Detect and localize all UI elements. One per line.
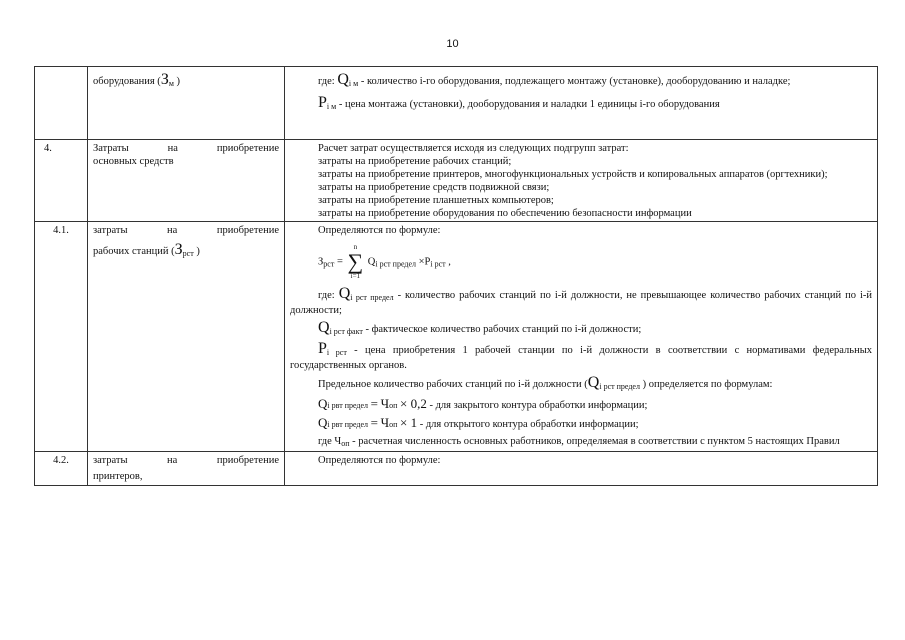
symbol-sub: оп — [389, 401, 398, 410]
name-line: Затраты на приобретение — [93, 143, 279, 154]
table-row — [35, 67, 878, 140]
definition-text: - количество рабочих станций по i-й должности, не превышающее количество рабочих станций по i-й должности; — [290, 290, 873, 316]
table-row — [35, 452, 878, 486]
symbol-sub: i м — [326, 102, 337, 111]
sum-lower-limit: i=1 — [350, 272, 361, 280]
formula-tail: , — [448, 256, 451, 268]
where-label: где: — [318, 76, 335, 87]
paragraph: Определяются по формуле: — [318, 455, 441, 466]
definition-text: - цена монтажа (установки), дооборудования и наладки 1 единицы i-го оборудования — [338, 99, 720, 110]
symbol: З — [160, 71, 169, 88]
symbol: Q — [337, 71, 349, 88]
multiply-sign: × — [418, 256, 425, 268]
symbol-sub: оп — [341, 439, 350, 448]
sum-sign: n ∑ i=1 — [347, 243, 364, 280]
symbol-sub: i рст предел — [350, 293, 394, 302]
symbol-sub: i рвт предел — [327, 420, 369, 429]
name-close: ) — [196, 246, 200, 257]
row-name-cell — [88, 452, 285, 486]
definition-text: - фактическое количество рабочих станций по i-й должности; — [365, 324, 642, 335]
symbol-sub: i рст предел — [375, 259, 416, 269]
symbol-sub: оп — [389, 420, 398, 429]
row-number: 4.2. — [53, 455, 69, 466]
paragraph: Расчет затрат осуществляется исходя из следующих подгрупп затрат: — [318, 143, 629, 154]
equals-sign: = — [336, 256, 343, 268]
name-text: оборудования ( — [93, 76, 161, 87]
symbol-sub: i м — [348, 79, 359, 88]
table-row — [35, 222, 878, 452]
symbol: P — [424, 256, 431, 268]
formula-note: - для открытого контура обработки информации; — [419, 419, 639, 430]
symbol: P — [318, 340, 327, 357]
row-name-cell — [88, 67, 285, 140]
symbol-sub: i рст — [326, 348, 347, 357]
paragraph: затраты на приобретение средств подвижной связи; — [318, 182, 550, 193]
row-description-cell — [285, 67, 878, 140]
symbol-sub: рст — [182, 249, 194, 258]
paragraph: затраты на приобретение принтеров, многофункциональных устройств и копировальных аппаратов (оргтехники); — [318, 169, 828, 180]
row-number: 4. — [44, 143, 52, 154]
row-number: 4.1. — [53, 225, 69, 236]
symbol-sub: i рвт предел — [327, 401, 369, 410]
name-line: затраты на приобретение — [93, 225, 279, 236]
row-name-cell — [88, 222, 285, 452]
table-row — [35, 140, 878, 222]
name-line: основных средств — [93, 156, 174, 167]
symbol-sub: м — [168, 79, 174, 88]
definition-text: - количество i-го оборудования, подлежащего монтажу (установке), дооборудованию и наладке; — [360, 76, 791, 87]
name-line: затраты на приобретение — [93, 455, 279, 466]
multiplier: × 1 — [399, 415, 418, 430]
row-number-cell — [35, 222, 88, 452]
symbol: Q — [318, 396, 328, 411]
multiplier: × 0,2 — [399, 396, 427, 411]
limit-formula-closed — [290, 397, 872, 412]
limit-close: ) определяется по формулам: — [642, 379, 773, 390]
paragraph: затраты на приобретение планшетных компьютеров; — [318, 195, 554, 206]
where-label: где Ч — [318, 436, 342, 447]
symbol: З — [318, 256, 324, 268]
symbol-sub: i рст факт — [329, 327, 363, 336]
sum-formula — [318, 243, 872, 281]
limit-formula-open — [290, 416, 872, 431]
name-close: ) — [176, 76, 181, 87]
row-description-cell — [285, 222, 878, 452]
symbol: P — [318, 94, 327, 111]
paragraph: Определяются по формуле: — [318, 225, 441, 236]
formula-note: - для закрытого контура обработки информации; — [429, 400, 648, 411]
symbol: З — [174, 241, 183, 258]
sum-upper-limit: n — [353, 243, 358, 251]
symbol: Q — [338, 285, 351, 302]
symbol: Q — [318, 319, 330, 336]
page-number: 10 — [446, 38, 459, 50]
row-number-cell — [35, 67, 88, 140]
symbol: Q — [367, 256, 376, 268]
equals-sign: = — [370, 415, 378, 430]
symbol-sub: рст — [323, 259, 335, 269]
paragraph: затраты на приобретение оборудования по обеспечению безопасности информации — [318, 208, 692, 219]
row-description-cell — [285, 140, 878, 222]
limit-text: Предельное количество рабочих станций по i-й должности ( — [318, 379, 588, 390]
equals-sign: = — [370, 396, 378, 411]
symbol-sub: i рст — [430, 259, 446, 269]
symbol-sub: i рст предел — [599, 382, 640, 391]
symbol: Q — [587, 374, 600, 391]
symbol: Ч — [380, 415, 390, 430]
row-description-cell — [285, 452, 878, 486]
paragraph: затраты на приобретение рабочих станций; — [318, 156, 512, 167]
definition-text: - цена приобретения 1 рабочей станции по i-й должности в соответствии с нормативами федеральных государственных органов. — [290, 345, 872, 371]
symbol: Q — [318, 415, 328, 430]
row-number-cell — [35, 140, 88, 222]
name-line: принтеров, — [93, 471, 143, 482]
cost-table — [34, 66, 878, 486]
definition-text: - расчетная численность основных работников, определяемая в соответствии с пунктом 5 настоящих Правил — [352, 436, 840, 447]
symbol: Ч — [380, 396, 390, 411]
row-number-cell — [35, 452, 88, 486]
row-name-cell — [88, 140, 285, 222]
name-line: рабочих станций ( — [93, 246, 175, 257]
where-label: где: — [318, 290, 335, 301]
